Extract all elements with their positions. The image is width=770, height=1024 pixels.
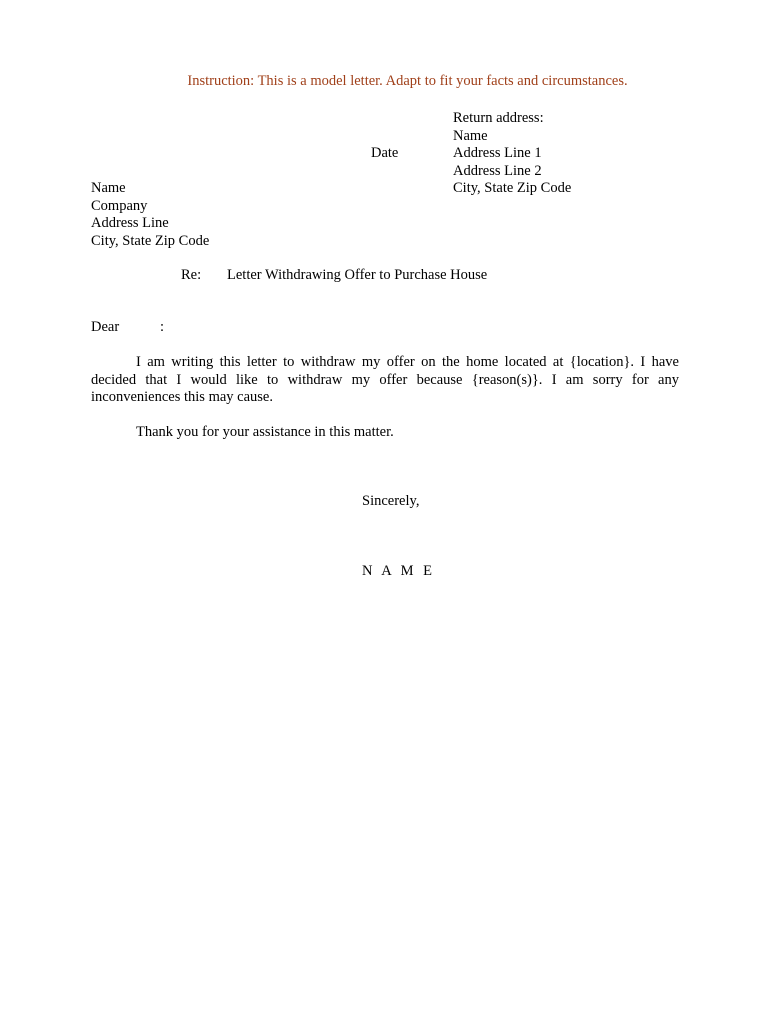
return-address-name: Name (453, 127, 488, 144)
recipient-address-block (91, 180, 209, 250)
re-label: Re: (181, 267, 202, 283)
recipient-name: Name (91, 180, 126, 196)
return-address-line2: Address Line 2 (453, 162, 542, 179)
body-paragraph-2: Thank you for your assistance in this matter. (136, 424, 394, 440)
return-address-line1: Address Line 1 (453, 145, 542, 161)
recipient-address: Address Line (91, 215, 169, 231)
signature-name: N A M E (362, 563, 435, 579)
closing: Sincerely, (362, 493, 420, 509)
date-label: Date (371, 145, 399, 161)
recipient-company: Company (91, 197, 148, 214)
return-address-heading: Return address: (453, 110, 544, 126)
salutation: Dear (91, 319, 120, 335)
re-subject: Letter Withdrawing Offer to Purchase House (227, 267, 488, 283)
body-paragraph-1: I am writing this letter to withdraw my offer on the home located at {location}. I have decided that I would like to withdraw my offer because {reason(s)}. I am sorry for any inconveniences this may cause. (91, 354, 679, 405)
instruction-note: Instruction: This is a model letter. Adapt to fit your facts and circumstances. (187, 73, 628, 89)
return-address-block (453, 110, 571, 198)
salutation-colon: : (160, 319, 165, 335)
return-address-city-state-zip: City, State Zip Code (453, 180, 572, 196)
recipient-city-state-zip: City, State Zip Code (91, 232, 210, 249)
